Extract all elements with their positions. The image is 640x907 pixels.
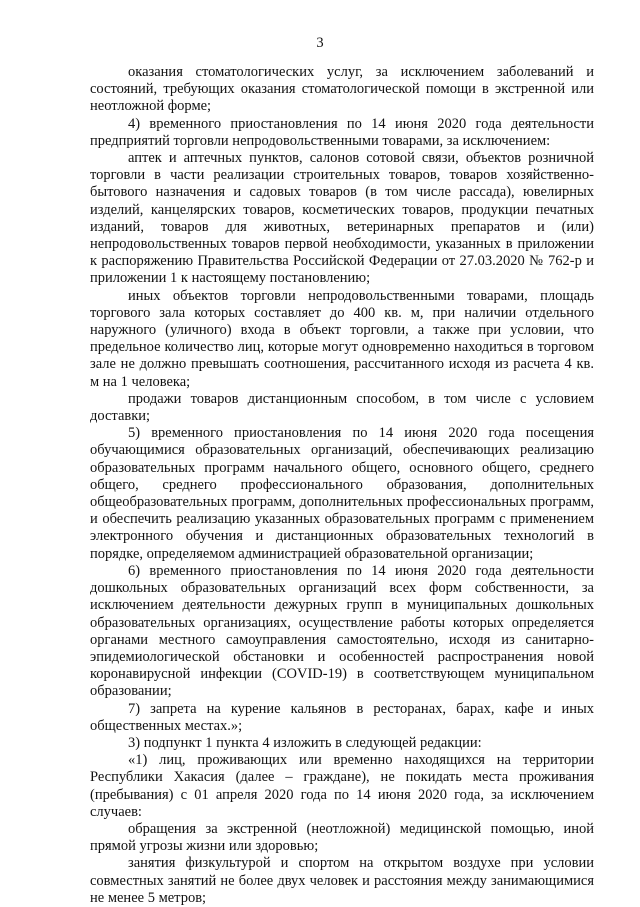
page-number: 3 <box>316 35 324 51</box>
paragraph-small-stores-exception: иных объектов торговли непродовольственными товарами, площадь торгового зала которых составляет до 400 кв. м, при наличии отдельного наружного (уличного) входа в объект торговли, а также при условии, что предельное количество лиц, которые могут одновременно находиться в торговом зале не должно превышать соотношения, рассчитанного исходя из расчета 4 кв. м на 1 человека; <box>90 287 594 390</box>
paragraph-item-7-hookah-ban: 7) запрета на курение кальянов в ресторанах, барах, кафе и иных общественных местах.»; <box>90 700 594 734</box>
paragraph-medical-help-exception: обращения за экстренной (неотложной) медицинской помощью, иной прямой угрозы жизни или здоровью; <box>90 820 594 855</box>
paragraph-item-6-preschool: 6) временного приостановления по 14 июня 2020 года деятельности дошкольных образовательных организаций всех форм собственности, за исключением деятельности дежурных групп в муниципальных дошкольных образовательных организациях, осуществление работы которых определяется органами местного самоуправления самостоятельно, исходя из санитарно-эпидемиологической обстановки и особенностей распространения новой коронавирусной инфекции (COVID-19) в соответствующем муниципальном образовании; <box>90 562 594 700</box>
paragraph-self-isolation-rule: «1) лиц, проживающих или временно находящихся на территории Республики Хакасия (далее – граждане), не покидать места проживания (пребывания) с 01 апреля 2020 года по 14 июня 2020 года, за исключением случаев: <box>90 752 594 820</box>
paragraph-pharmacies-exception: аптек и аптечных пунктов, салонов сотовой связи, объектов розничной торговли в части реализации строительных товаров, товаров хозяйственно-бытового назначения и садовых товаров (в том числе рассада), ювелирных изделий, канцелярских товаров, косметических товаров, продукции печатных изданий, товаров для животных, ветеринарных препаратов и (или) непродовольственных товаров первой необходимости, указанных в приложении к распоряжению Правительства Российской Федерации от 27.03.2020 № 762-р и приложении 1 к настоящему постановлению; <box>90 150 594 287</box>
paragraph-amendment-3: 3) подпункт 1 пункта 4 изложить в следующей редакции: <box>128 734 482 751</box>
paragraph-item-5-education: 5) временного приостановления по 14 июня 2020 года посещения обучающимися образовательных организаций, обеспечивающих реализацию образовательных программ начального общего, основного общего, среднего общего, среднего профессионального образования, дополнительных общеобразовательных программ, дополнительных профессиональных программ, и обеспечить реализацию указанных образовательных программ с применением электронного обучения и дистанционных образовательных технологий в порядке, определяемом администрацией образовательной организации; <box>90 425 594 562</box>
document-body <box>90 64 594 907</box>
paragraph-dental-services-continued: оказания стоматологических услуг, за исключением заболеваний и состояний, требующих оказания стоматологической помощи в экстренной или неотложной форме; <box>90 64 594 115</box>
paragraph-sports-exception: занятия физкультурой и спортом на открытом воздухе при условии совместных занятий не более двух человек и расстояния между занимающимися не менее 5 метров; <box>90 855 594 906</box>
paragraph-remote-sales-exception: продажи товаров дистанционным способом, в том числе с условием доставки; <box>90 390 594 425</box>
paragraph-item-4-trade-suspension: 4) временного приостановления по 14 июня 2020 года деятельности предприятий торговли непродовольственными товарами, за исключением: <box>90 115 594 149</box>
